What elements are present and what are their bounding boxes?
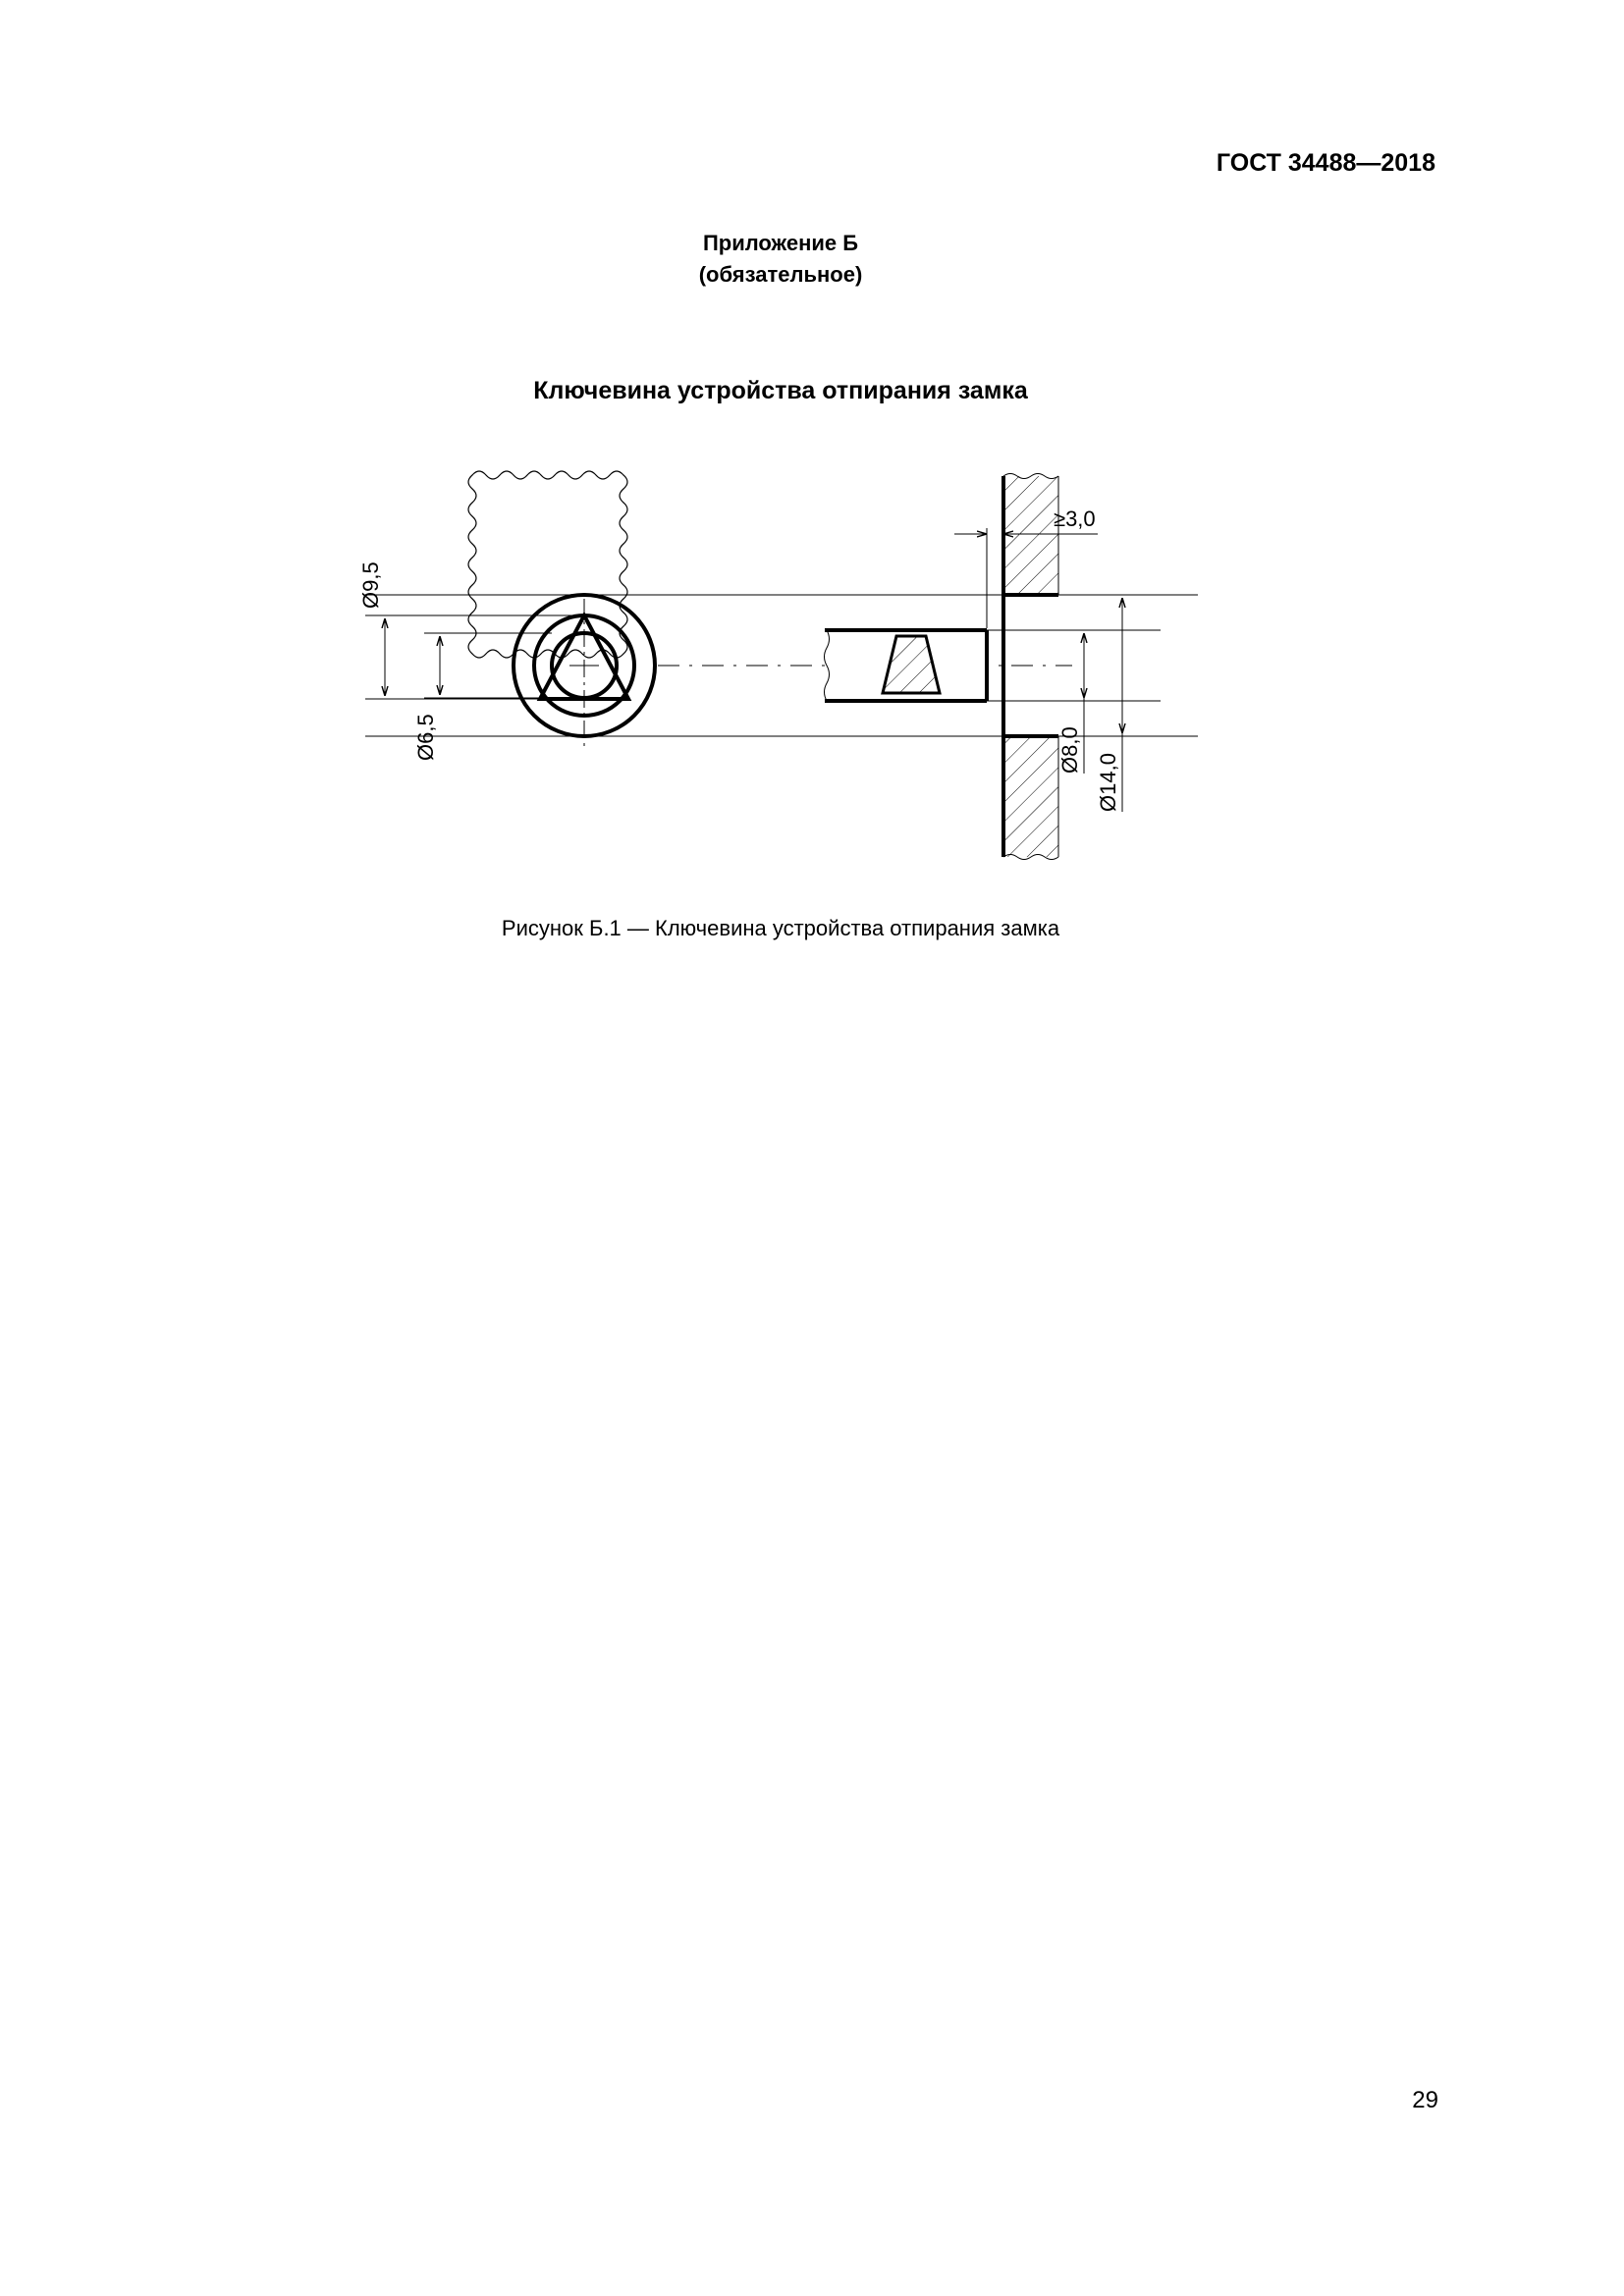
document-number: ГОСТ 34488—2018: [1216, 149, 1435, 177]
appendix-title: Приложение Б: [702, 231, 859, 255]
wall-upper-section: [1003, 476, 1058, 597]
dim-label-8-0: Ø8,0: [1057, 726, 1082, 774]
dim-label-9-5: Ø9,5: [358, 561, 383, 609]
wall-lower-section: [1003, 734, 1058, 857]
dim-label-14-0: Ø14,0: [1096, 753, 1120, 812]
keyhole-drawing: [334, 461, 1218, 883]
section-title: Ключевина устройства отпирания замка: [533, 377, 1028, 404]
dim-label-6-5: Ø6,5: [413, 714, 438, 761]
figure-caption: Рисунок Б.1 — Ключевина устройства отпирания замка: [501, 916, 1060, 940]
page-number: 29: [1412, 2087, 1438, 2113]
appendix-heading: [0, 228, 1561, 291]
dim-label-3-0: ≥3,0: [1054, 507, 1096, 531]
appendix-status: (обязательное): [698, 262, 863, 287]
technical-drawing: [334, 461, 1218, 883]
